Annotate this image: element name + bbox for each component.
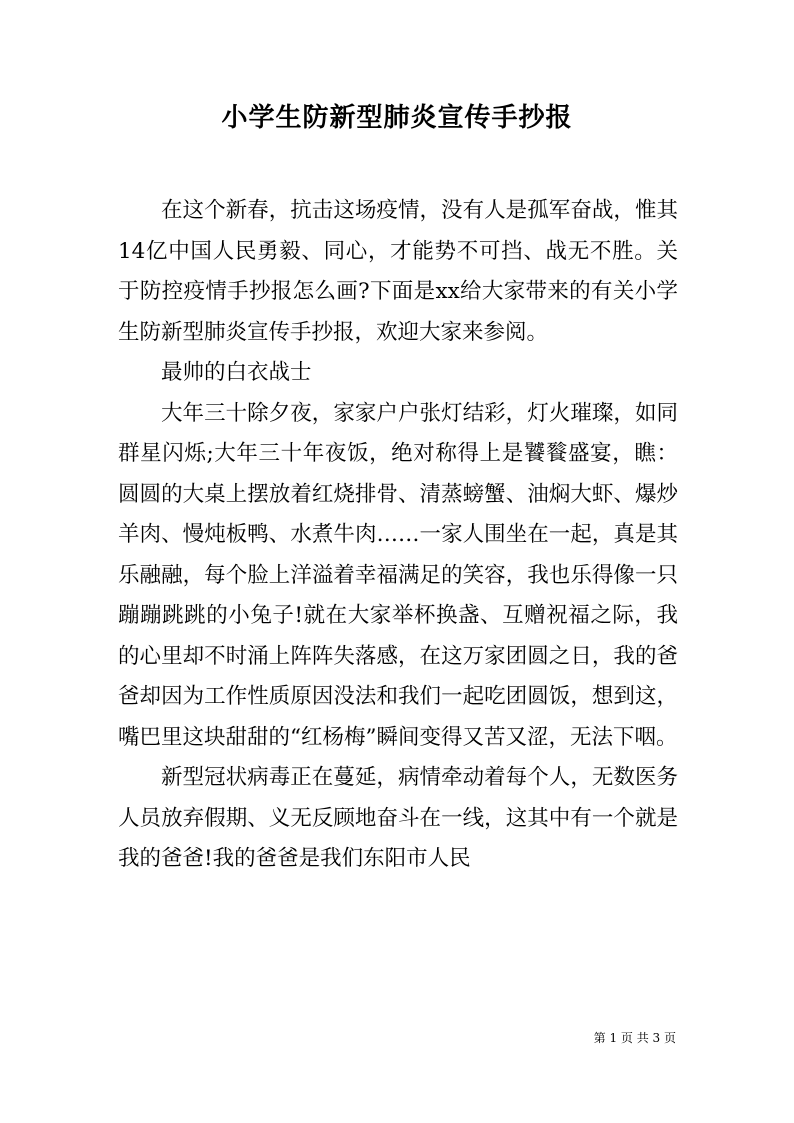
body-paragraph: 新型冠状病毒正在蔓延，病情牵动着每个人，无数医务人员放弃假期、义无反顾地奋斗在一线，这其中有一个就是我的爸爸!我的爸爸是我们东阳市人民 [118,765,678,871]
body-paragraph: 大年三十除夕夜，家家户户张灯结彩，灯火璀璨，如同群星闪烁;大年三十年夜饭，绝对称得上是饕餮盛宴，瞧：圆圆的大桌上摆放着红烧排骨、清蒸螃蟹、油焖大虾、爆炒羊肉、慢炖板鸭、水煮牛肉……一家人围坐在一起，真是其乐融融，每个脸上洋溢着幸福满足的笑容，我也乐得像一只蹦蹦跳跳的小兔子!就在大家举杯换盏、互赠祝福之际，我的心里却不时涌上阵阵失落感，在这万家团圆之日，我的爸爸却因为工作性质原因没法和我们一起吃团圆饭，想到这，嘴巴里这块甜甜的“红杨梅”瞬间变得又苦又涩，无法下咽。 [118,400,678,750]
document-body [118,191,678,880]
section-heading: 最帅的白衣战士 [161,360,312,385]
page-title: 小学生防新型肺炎宣传手抄报 [221,103,573,133]
page-number-footer: 第 1 页 共 3 页 [593,1031,676,1045]
intro-paragraph: 在这个新春，抗击这场疫情，没有人是孤军奋战，惟其14亿中国人民勇毅、同心，才能势不可挡、战无不胜。关于防控疫情手抄报怎么画?下面是xx给大家带来的有关小学生防新型肺炎宣传手抄报，欢迎大家来参阅。 [118,198,678,345]
